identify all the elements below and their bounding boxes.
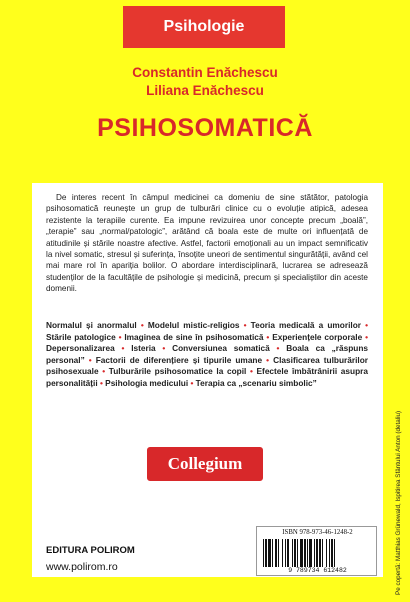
collegium-logo: Collegium	[146, 446, 264, 482]
barcode-icon	[261, 539, 374, 567]
barcode-bar	[300, 539, 303, 567]
bullet-separator: •	[246, 366, 257, 377]
topic-item: Factorii de diferențiere și tipurile umane	[95, 354, 263, 365]
topic-item: Modelul mistic-religios	[147, 320, 240, 330]
bullet-separator: •	[262, 354, 274, 365]
barcode-bar	[322, 539, 323, 567]
barcode-bar	[314, 539, 315, 567]
barcode-bar	[334, 539, 335, 567]
barcode-bar	[316, 539, 318, 567]
publisher-url[interactable]: www.polirom.ro	[46, 561, 118, 573]
cover-credit: Pe copertă: Matthias Grünewald, Ispitirea Sfântului Anton (detaliu)	[395, 410, 402, 595]
publisher-name: EDITURA POLIROM	[46, 545, 135, 556]
topic-item: Isteria	[131, 343, 156, 354]
bullet-separator: •	[239, 320, 251, 330]
barcode-bar	[309, 539, 312, 567]
topic-item: Terapia ca „scenariu simbolic”	[195, 377, 317, 388]
authors	[0, 64, 410, 100]
topics-list	[46, 320, 368, 390]
topic-item: Boala ca „răspuns personal”	[46, 343, 369, 365]
barcode-bar	[326, 539, 327, 567]
book-title: PSIHOSOMATICĂ	[97, 114, 313, 142]
topic-item: Imaginea de sine în psihosomatică	[124, 331, 264, 342]
topic-item: Efectele îmbătrânirii asupra personalității	[46, 366, 369, 388]
barcode-bar	[329, 539, 330, 567]
topic-item: Psihologia medicului	[105, 377, 189, 388]
blurb	[46, 192, 368, 295]
author-2: Liliana Enăchescu	[146, 83, 264, 98]
author-1: Constantin Enăchescu	[132, 65, 278, 80]
barcode-bar	[331, 539, 333, 567]
barcode-bar	[294, 539, 296, 567]
barcode-bar	[292, 539, 293, 567]
barcode-digits: 9 789734 612482	[288, 567, 347, 574]
bullet-separator: •	[114, 343, 132, 354]
barcode-bar	[275, 539, 277, 567]
isbn-text: ISBN 978-973-46-1248-2	[282, 529, 353, 536]
topic-item: Tulburările psihosomatice la copil	[108, 366, 247, 377]
bullet-separator: •	[84, 354, 96, 365]
barcode-bar	[278, 539, 279, 567]
bullet-separator: •	[115, 331, 125, 342]
topic-item: Stările patologice	[46, 331, 116, 342]
barcode-bar	[268, 539, 271, 567]
topic-item: Depersonalizarea	[46, 343, 115, 354]
bullet-separator: •	[98, 366, 109, 377]
barcode-bar	[307, 539, 308, 567]
barcode-bar	[282, 539, 283, 567]
bullet-separator: •	[361, 320, 369, 330]
barcode-bar	[285, 539, 286, 567]
barcode-bar	[319, 539, 321, 567]
bullet-separator: •	[362, 331, 368, 342]
barcode-bar	[287, 539, 289, 567]
barcode-bar	[263, 539, 264, 567]
topic-item: Conversiunea somatică	[172, 343, 270, 354]
bullet-separator: •	[155, 343, 173, 354]
barcode-bar	[272, 539, 273, 567]
bullet-separator: •	[188, 377, 196, 388]
bullet-separator: •	[263, 331, 273, 342]
isbn-block	[256, 526, 377, 576]
barcode-bar	[304, 539, 306, 567]
bullet-separator: •	[97, 377, 106, 388]
series-label: Psihologie	[123, 6, 285, 48]
topic-item: Teoria medicală a umorilor	[250, 320, 362, 330]
topic-item: Experiențele corporale	[272, 331, 363, 342]
barcode-bar	[297, 539, 298, 567]
blurb-paragraph: De interes recent în câmpul medicinei ca domeniu de sine stătător, patologia psihosomatică reunește un grup de tulburări clinice cu o evoluție atipică, adesea rezistente la terapiile curente. Ea impune revizuirea unor concepte precum „boală”, „terapie” sau „normal/patologic”, arătând că boala este de multe ori influențată de atitudinile și stările noastre afective. Astfel, factorii emoționali au un impact semnificativ la nivel somatic, stresul și suferința, însoțite uneori de sentimentul singurătății, având cel mai mare rol în apariția bolilor. O abordare interdisciplinară, lucrarea se adresează studenților de la facultățile de psihologie și medicină, precum și specialiștilor din aceste domenii.	[46, 193, 368, 294]
topic-item: Normalul și anormalul	[46, 320, 137, 330]
bullet-separator: •	[269, 343, 287, 354]
topic-item: Clasificarea tulburărilor psihosexuale	[46, 354, 369, 377]
bullet-separator: •	[136, 320, 148, 330]
barcode-bar	[265, 539, 267, 567]
